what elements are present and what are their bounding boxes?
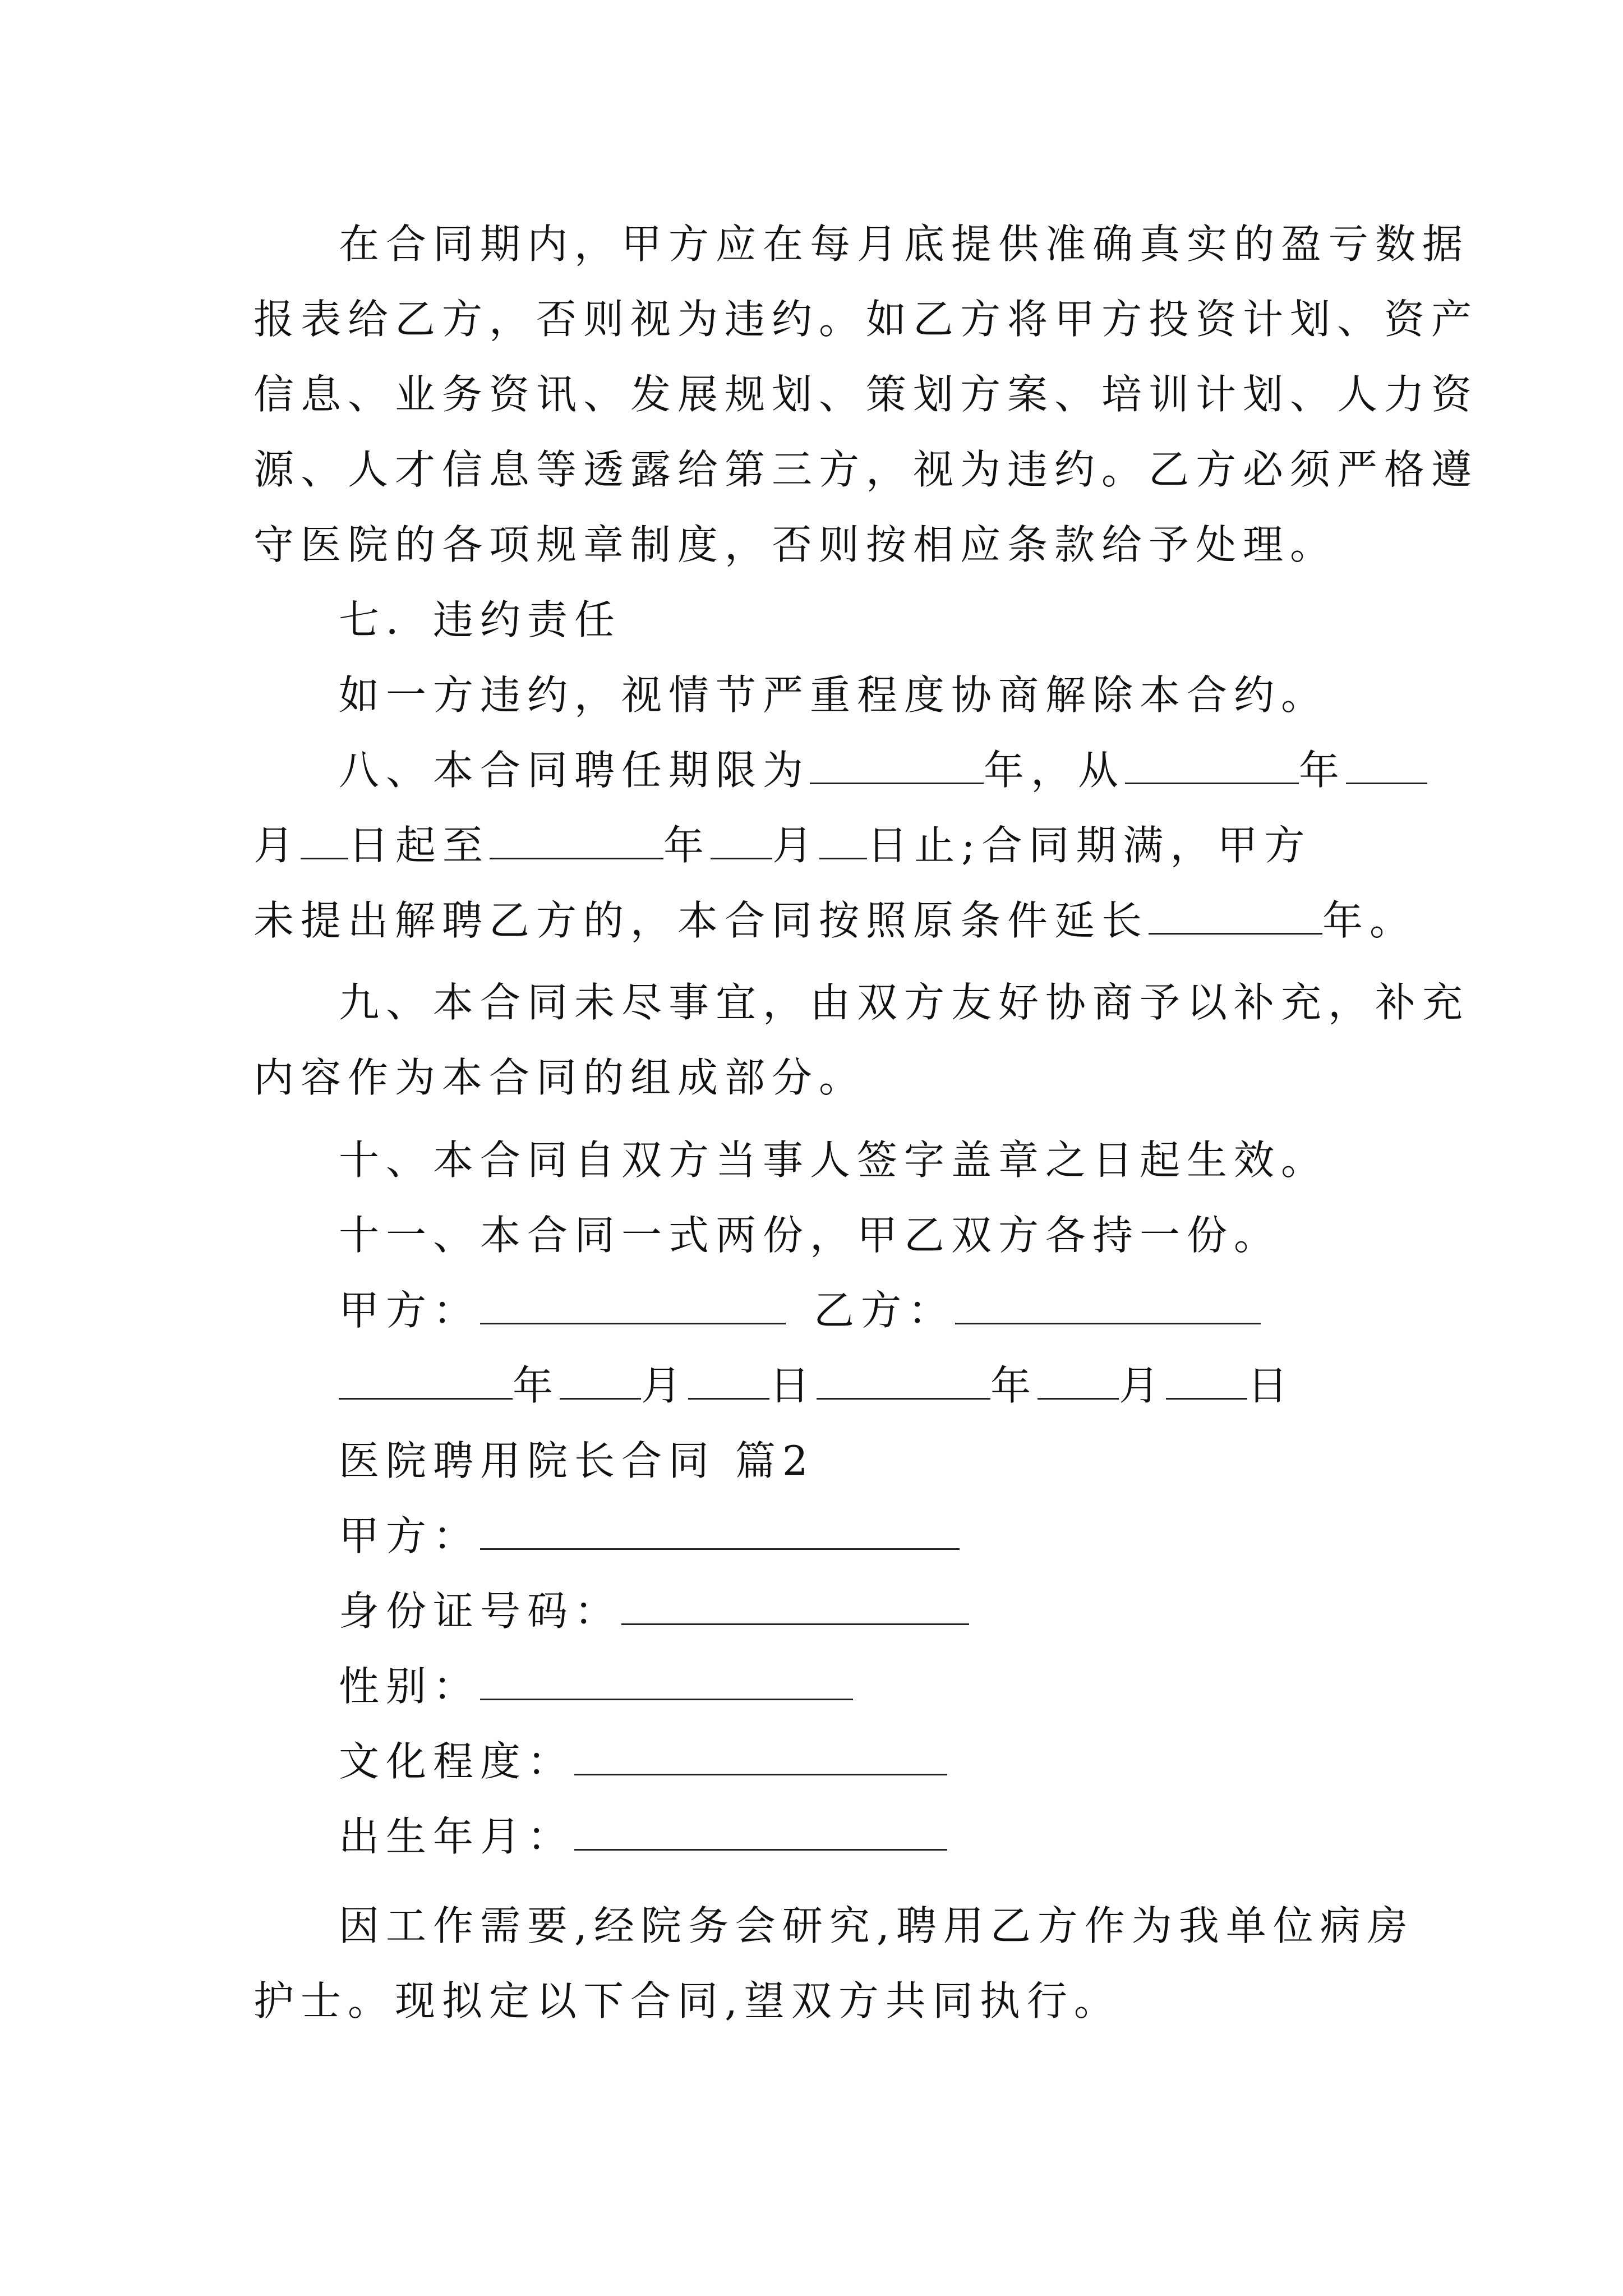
birth-date-field[interactable] <box>574 1814 947 1851</box>
text-segment: 年 <box>513 1362 560 1409</box>
party-a-label: 甲方： <box>339 1287 481 1334</box>
text-segment: 月 <box>253 822 301 869</box>
blank-field[interactable] <box>301 823 348 859</box>
party-b-signature-field[interactable] <box>955 1288 1261 1324</box>
paragraph-line: 十、本合同自双方当事人签字盖章之日起生效。 <box>339 1137 1329 1184</box>
form-row <box>339 1658 853 1714</box>
text-segment: 年，从 <box>984 747 1126 794</box>
form-row <box>339 1809 947 1865</box>
blank-field[interactable] <box>819 823 867 859</box>
blank-field[interactable] <box>1038 1363 1119 1400</box>
text-segment: 年 <box>663 822 711 869</box>
paragraph-line: 如一方违约，视情节严重程度协商解除本合约。 <box>339 671 1329 719</box>
text-segment: 日起至 <box>348 822 490 869</box>
blank-field[interactable] <box>1346 748 1427 784</box>
date-line <box>339 1358 1294 1414</box>
form-label: 出生年月： <box>339 1813 575 1860</box>
blank-field[interactable] <box>688 1363 769 1400</box>
text-segment: 年 <box>990 1362 1038 1409</box>
text-segment: 未提出解聘乙方的，本合同按照原条件延长 <box>253 897 1149 944</box>
paragraph-line: 内容作为本合同的组成部分。 <box>253 1054 866 1101</box>
term-line <box>339 742 1427 798</box>
form-label: 文化程度： <box>339 1738 575 1785</box>
education-field[interactable] <box>574 1739 947 1775</box>
text-segment: 日 <box>1247 1362 1295 1409</box>
paragraph-line: 护士。现拟定以下合同,望双方共同执行。 <box>253 1977 1121 2024</box>
text-segment: 月 <box>772 822 820 869</box>
blank-field[interactable] <box>1166 1363 1247 1400</box>
text-segment: 年。 <box>1322 897 1417 944</box>
blank-field[interactable] <box>810 748 984 784</box>
text-segment: 月 <box>641 1362 689 1409</box>
id-number-field[interactable] <box>621 1589 969 1625</box>
party-b-label: 乙方： <box>814 1287 956 1334</box>
paragraph-line: 信息、业务资讯、发展规划、策划方案、培训计划、人力资 <box>253 371 1479 418</box>
form-label: 身份证号码： <box>339 1588 622 1635</box>
section-heading: 七．违约责任 <box>339 596 622 643</box>
party-a-field[interactable] <box>480 1513 960 1550</box>
gender-field[interactable] <box>480 1664 853 1700</box>
form-row <box>339 1733 947 1789</box>
paragraph-line: 十一、本合同一式两份，甲乙双方各持一份。 <box>339 1212 1281 1259</box>
blank-field[interactable] <box>490 823 663 859</box>
party-a-signature-field[interactable] <box>480 1288 786 1324</box>
text-segment: 日 <box>769 1362 817 1409</box>
section-title: 医院聘用院长合同 篇2 <box>339 1437 815 1484</box>
text-segment: 八、本合同聘任期限为 <box>339 747 810 794</box>
paragraph-line: 源、人才信息等透露给第三方，视为违约。乙方必须严格遵 <box>253 446 1479 493</box>
term-line <box>253 817 1311 873</box>
text-segment: 日止;合同期满，甲方 <box>867 822 1312 869</box>
paragraph-line: 守医院的各项规章制度，否则按相应条款给予处理。 <box>253 521 1338 568</box>
text-segment: 年 <box>1299 747 1347 794</box>
form-row <box>339 1583 969 1639</box>
paragraph-line: 报表给乙方，否则视为违约。如乙方将甲方投资计划、资产 <box>253 296 1479 343</box>
signature-line <box>339 1282 1261 1338</box>
form-label: 性别： <box>339 1663 481 1710</box>
text-segment: 月 <box>1119 1362 1166 1409</box>
paragraph-line: 九、本合同未尽事宜，由双方友好协商予以补充，补充 <box>339 979 1470 1026</box>
blank-field[interactable] <box>1125 748 1299 784</box>
blank-field[interactable] <box>560 1363 641 1400</box>
blank-field[interactable] <box>711 823 772 859</box>
form-label: 甲方： <box>339 1512 481 1559</box>
blank-field[interactable] <box>1149 898 1322 935</box>
paragraph-line: 因工作需要,经院务会研究,聘用乙方作为我单位病房 <box>339 1902 1414 1949</box>
blank-field[interactable] <box>339 1363 513 1400</box>
paragraph-line: 在合同期内，甲方应在每月底提供准确真实的盈亏数据 <box>339 220 1470 268</box>
term-line <box>253 892 1417 949</box>
form-row <box>339 1508 960 1564</box>
blank-field[interactable] <box>817 1363 990 1400</box>
